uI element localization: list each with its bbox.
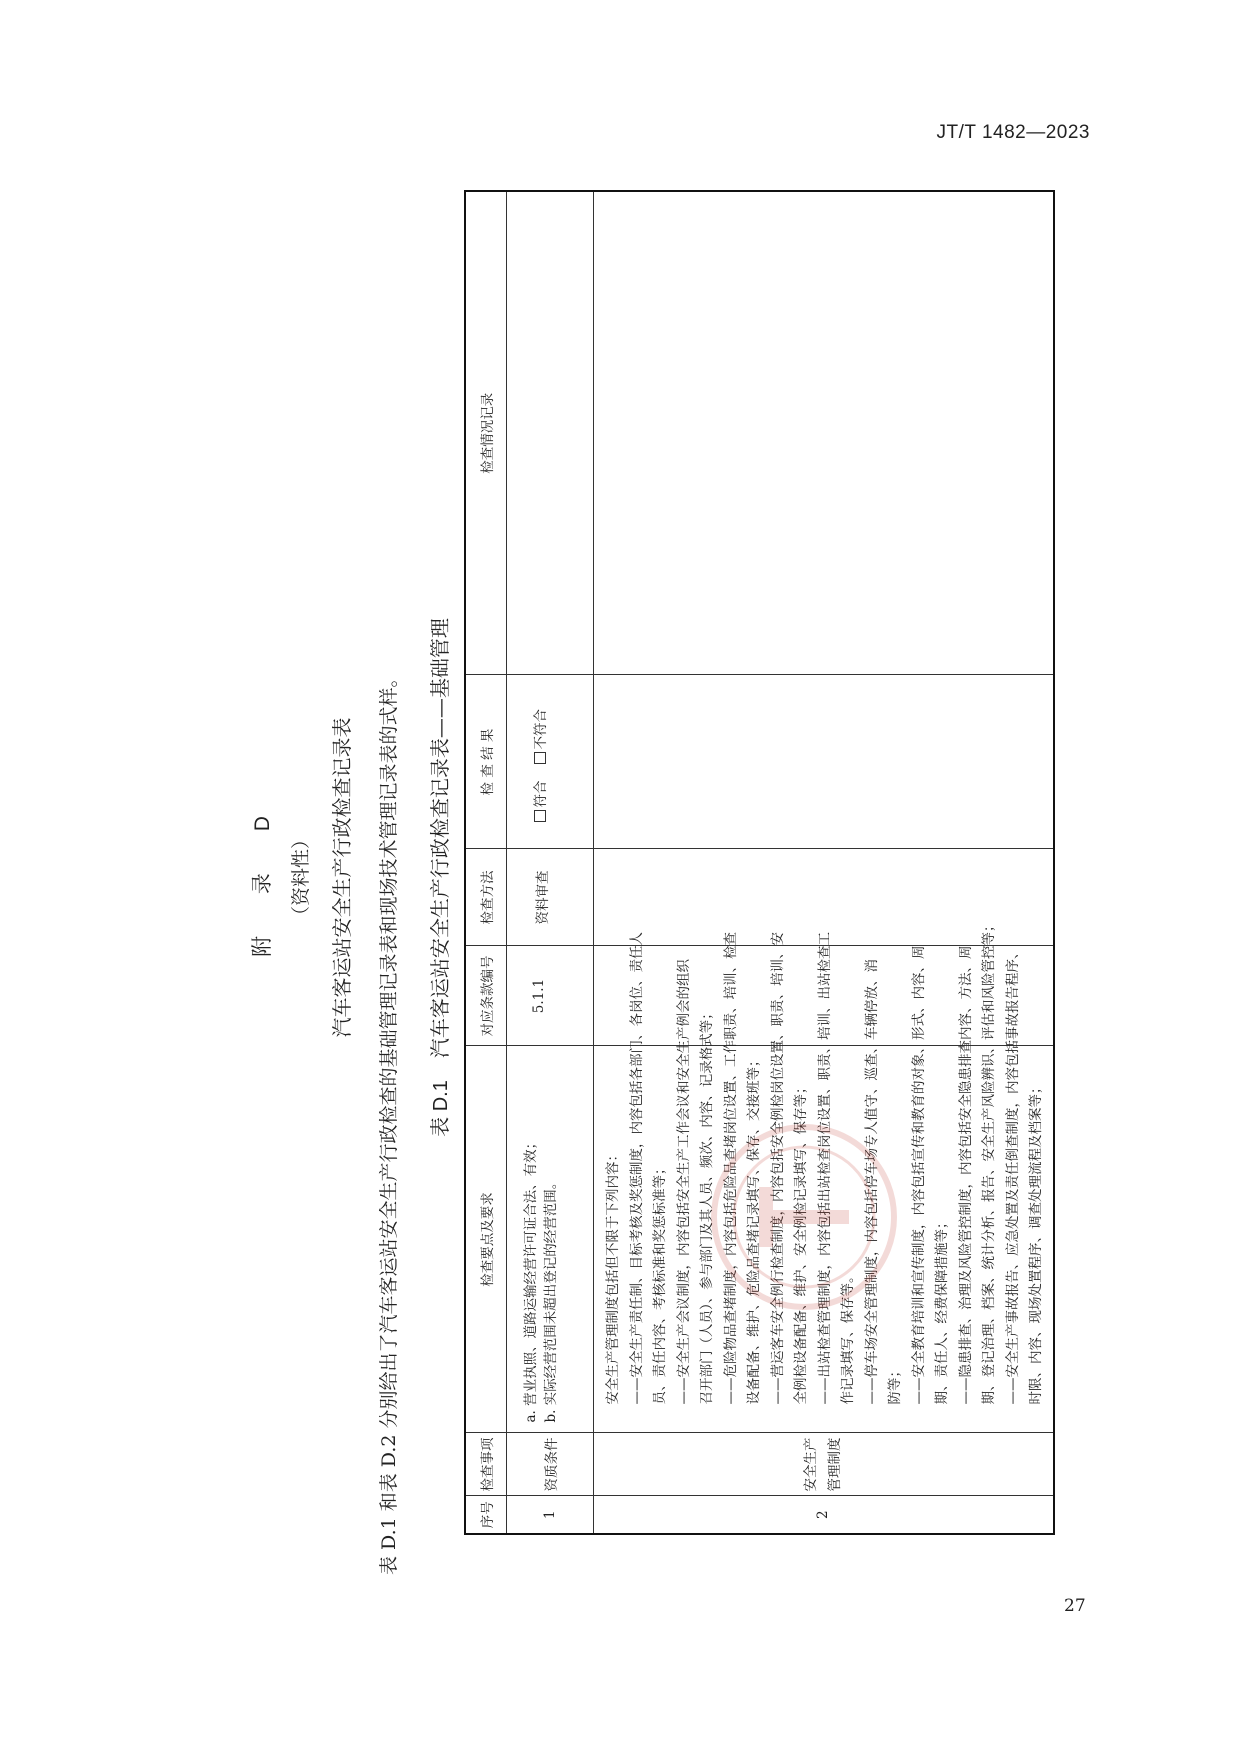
requirement-line: ——停车场安全管理制度，内容包括停车场专人值守、巡查、车辆停放、消 (863, 959, 880, 1405)
requirement-line: 作记录填写、保存等。 (840, 1269, 856, 1405)
checkbox-nonconform[interactable] (534, 753, 546, 765)
result-conform-label: 符合 (533, 780, 549, 808)
table-title (424, 180, 453, 1575)
requirement-line: 全例检设备配备、维护、安全例检记录填写、保存等； (793, 1080, 809, 1405)
row-method: 资料审查 (507, 849, 594, 946)
checkbox-conform[interactable] (534, 811, 546, 823)
row-item: 安全生产管理制度 (594, 1433, 1054, 1496)
requirement-line: ——危险物品查堵制度，内容包括危险品查堵岗位设置、工作职责、培训、检查 (722, 932, 739, 1405)
requirement-line: 防等； (887, 1364, 903, 1405)
header-record: 检查情况记录 (465, 191, 507, 675)
requirement-line: ——出站检查管理制度，内容包括出站检查岗位设置、职责、培训、出站检查工 (816, 932, 833, 1405)
row-record[interactable] (594, 191, 1054, 675)
row-seq: 1 (507, 1496, 594, 1534)
header-clause: 对应条款编号 (465, 946, 507, 1046)
table-header-row (465, 191, 507, 1534)
requirement-line: ——安全生产责任制、目标考核及奖惩制度，内容包括各部门、各岗位、责任人 (628, 932, 645, 1405)
requirement-line: ——安全生产事故报告、应急处置及责任倒查制度，内容包括事故报告程序、 (1004, 945, 1021, 1405)
requirement-line: 员、责任内容、考核标准和奖惩标准等； (652, 1161, 668, 1405)
table-number: 表 D.1 (430, 1080, 452, 1137)
appendix-label: 附 录 D (251, 798, 274, 957)
requirement-line: ——安全生产会议制度，内容包括安全生产工作会议和安全生产例会的组织 (675, 959, 692, 1405)
appendix-nature: （资料性） (290, 830, 312, 926)
rotated-page-content (234, 180, 1044, 1575)
inspection-record-table (464, 190, 1055, 1535)
standard-code: JT/T 1482—2023 (936, 122, 1090, 143)
table-row (507, 191, 594, 1534)
requirement-line: 设备配备、维护、危险品查堵记录填写、保存、交接班等； (746, 1053, 762, 1405)
table-row (594, 191, 1054, 1534)
requirement-line: 期、责任人、经费保障措施等； (934, 1215, 950, 1405)
appendix-title: 汽车客运站安全生产行政检查记录表 (330, 717, 354, 1038)
requirement-line: 期、登记治理、档案、统计分析、报告、安全生产风险辨识、评估和风险管控等； (981, 918, 997, 1405)
row-clause: 5.1.1 (507, 946, 594, 1046)
watermark-seal-icon (704, 1117, 904, 1317)
row-item: 资质条件 (507, 1433, 594, 1496)
header-result: 检 查 结 果 (465, 675, 507, 849)
page-number: 27 (1064, 1596, 1086, 1616)
row-result[interactable] (594, 675, 1054, 849)
requirement-line: ——安全教育培训和宣传制度，内容包括宣传和教育的对象、形式、内容、周 (910, 945, 927, 1405)
header-method: 检查方法 (465, 849, 507, 946)
row-record[interactable] (507, 191, 594, 675)
header-requirements: 检查要点及要求 (465, 1046, 507, 1433)
requirement-line: 召开部门（人员）、参与部门及其人员、频次、内容、记录格式等； (699, 1006, 715, 1405)
requirement-line: ——隐患排查、治理及风险管控制度，内容包括安全隐患排查内容、方法、周 (957, 945, 974, 1405)
intro-text: 表 D.1 和表 D.2 分别给出了汽车客运站安全生产行政检查的基础管理记录表和现场技术管理记录表的式样。 (378, 668, 400, 1575)
header-item: 检查事项 (465, 1433, 507, 1496)
requirement-line: 时限、内容、现场处置程序、调查处理流程及档案等； (1028, 1080, 1044, 1405)
requirement-line: a. 营业执照、道路运输经营许可证合法、有效； (523, 1135, 539, 1423)
requirement-line: ——营运客车安全例行检查制度，内容包括安全例检岗位设置、职责、培训、安 (769, 932, 786, 1405)
header-seq: 序号 (465, 1496, 507, 1534)
row-seq: 2 (594, 1496, 1054, 1534)
row-requirements (507, 1046, 594, 1433)
result-nonconform-label: 不符合 (533, 709, 549, 750)
row-result[interactable] (507, 675, 594, 849)
table-title-text: 汽车客运站安全生产行政检查记录表——基础管理 (428, 618, 452, 1059)
requirement-line: b. 实际经营范围未超出登记的经营范围。 (543, 1175, 559, 1423)
requirement-line: 安全生产管理制度包括但不限于下列内容： (605, 1148, 621, 1405)
